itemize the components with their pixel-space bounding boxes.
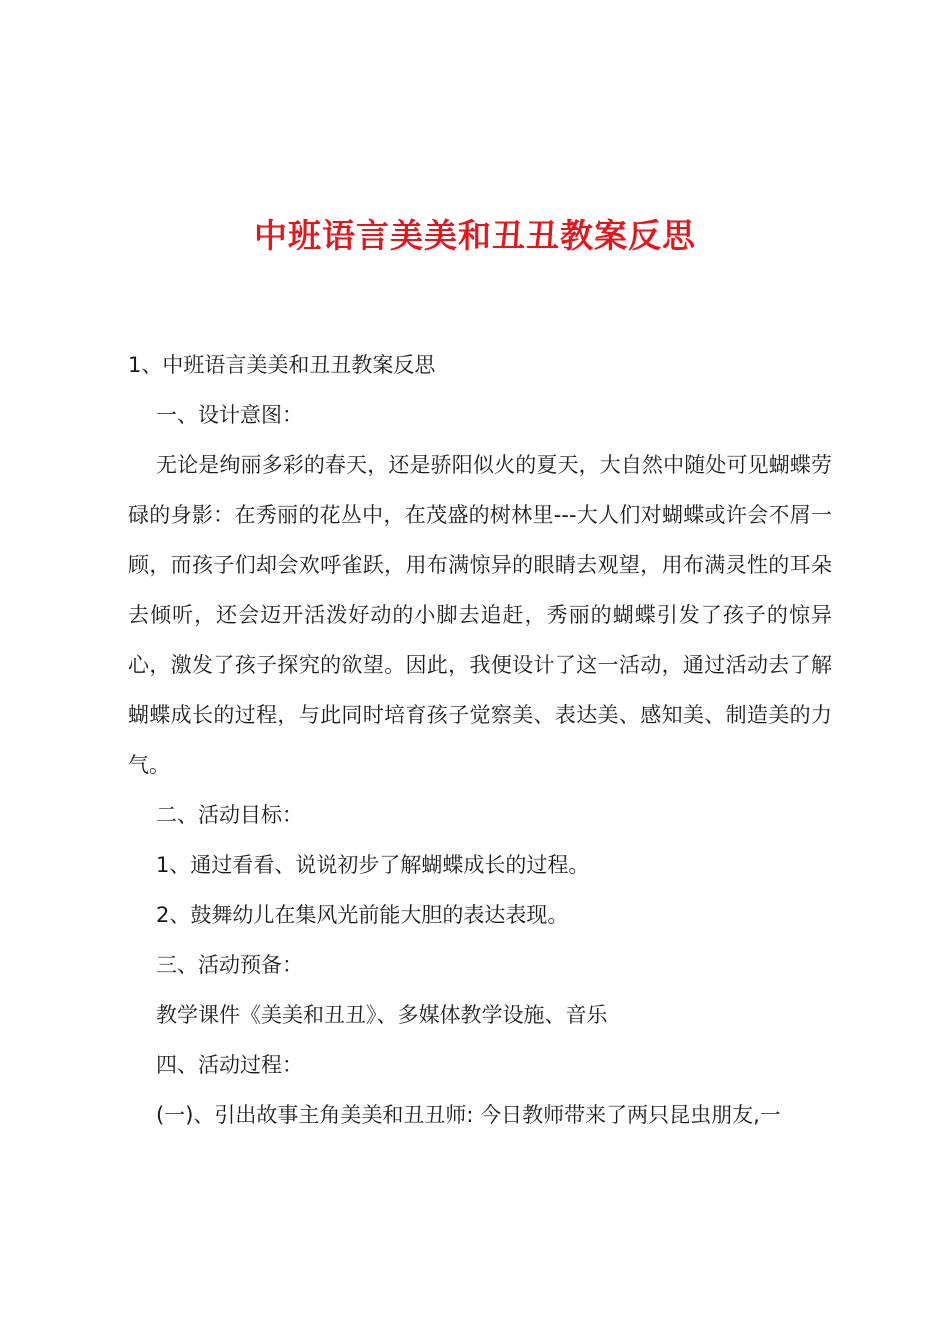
document-body: [128, 340, 832, 1140]
subheading-activity-process: 四、活动过程：: [156, 1053, 303, 1077]
document-title: 中班语言美美和丑丑教案反思: [254, 216, 696, 255]
process-step-1: (一)、引出故事主角美美和丑丑师: 今日教师带来了两只昆虫朋友,一: [156, 1103, 781, 1127]
goal-item-2: 2、鼓舞幼儿在集风光前能大胆的表达表现。: [156, 903, 569, 927]
goal-item-1: 1、通过看看、说说初步了解蝴蝶成长的过程。: [156, 853, 590, 877]
paragraph-design-intent: 无论是绚丽多彩的春天，还是骄阳似火的夏天，大自然中随处可见蝴蝶劳碌的身影：在秀丽的花丛中，在茂盛的树林里---大人们对蝴蝶或许会不屑一顾，而孩子们却会欢呼雀跃，用布满惊异的眼睛去观望，用布满灵性的耳朵去倾听，还会迈开活泼好动的小脚去追赶，秀丽的蝴蝶引发了孩子的惊异心，激发了孩子探究的欲望。因此，我便设计了这一活动，通过活动去了解蝴蝶成长的过程，与此同时培育孩子觉察美、表达美、感知美、制造美的力气。: [128, 453, 832, 777]
preparation-list: 教学课件《美美和丑丑》、多媒体教学设施、音乐: [156, 1003, 608, 1027]
section-heading: 1、中班语言美美和丑丑教案反思: [128, 353, 436, 377]
subheading-activity-goals: 二、活动目标：: [156, 803, 303, 827]
subheading-activity-preparation: 三、活动预备：: [156, 953, 303, 977]
subheading-design-intent: 一、设计意图：: [156, 403, 303, 427]
